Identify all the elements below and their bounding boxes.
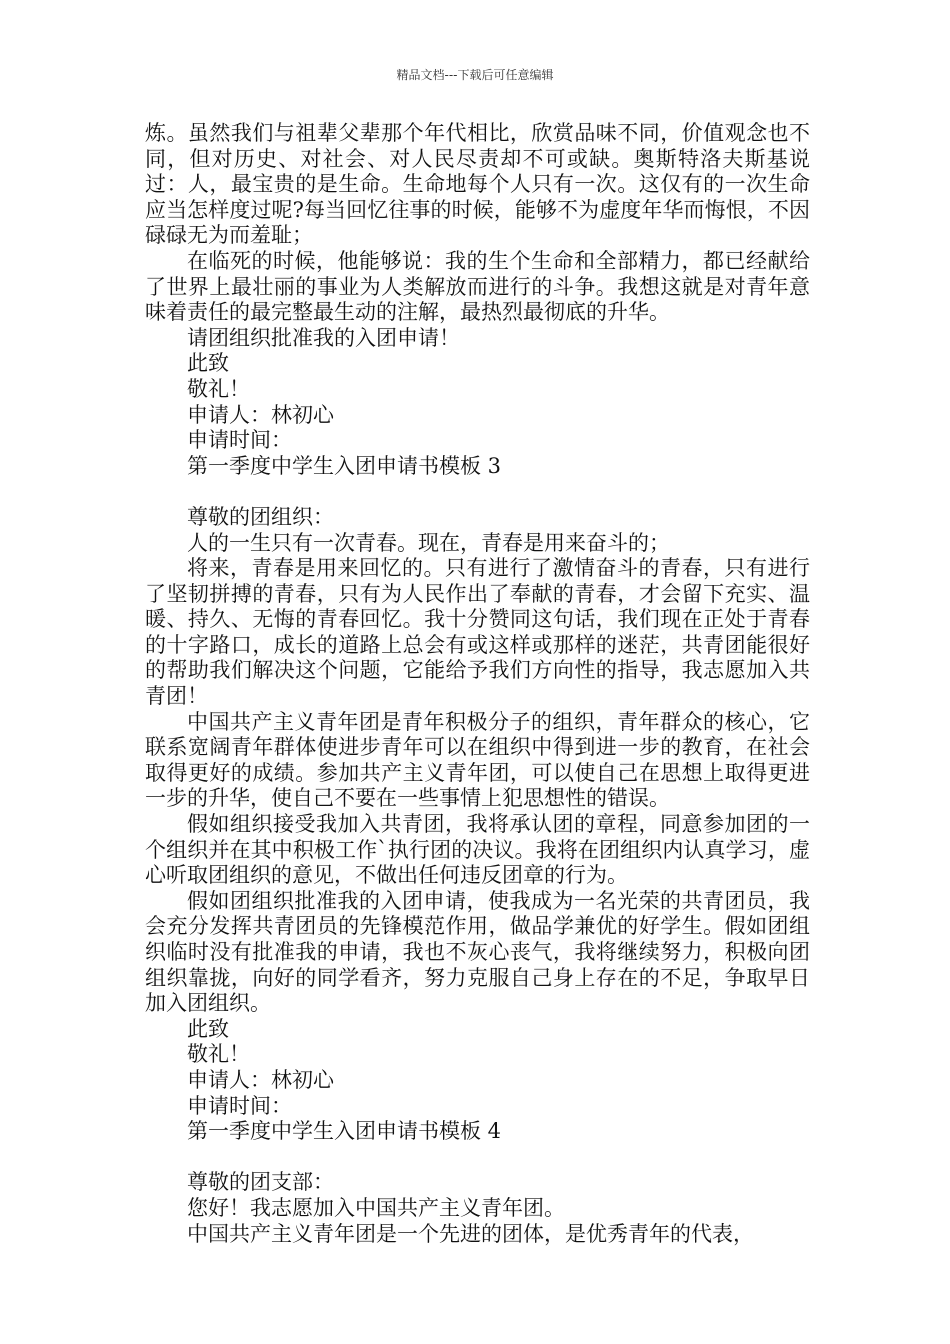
paragraph: 申请人：林初心 — [187, 402, 334, 427]
paragraph: 申请时间： — [187, 428, 292, 453]
paragraph: 第一季度中学生入团申请书模板 4 — [187, 1119, 502, 1144]
paragraph: 申请时间： — [187, 1093, 292, 1118]
paragraph: 第一季度中学生入团申请书模板 3 — [187, 453, 502, 478]
paragraph: 敬礼！ — [187, 1042, 250, 1067]
document-body — [145, 121, 810, 1247]
paragraph: 在临死的时候，他能够说：我的生个生命和全部精力，都已经献给了世界上最壮丽的事业为人类解放而进行的斗争。我想这就是对青年意味着责任的最完整最生动的注解，最热烈最彻底的升华。 — [145, 248, 810, 325]
paragraph: 尊敬的团组织： — [187, 504, 334, 529]
paragraph: 尊敬的团支部： — [187, 1170, 334, 1195]
paragraph: 请团组织批准我的入团申请！ — [187, 325, 460, 350]
paragraph: 人的一生只有一次青春。现在，青春是用来奋斗的； — [187, 530, 670, 555]
blank-line — [145, 1145, 810, 1171]
paragraph: 此致 — [187, 1016, 229, 1041]
paragraph: 将来，青春是用来回忆的。只有进行了激情奋斗的青春，只有进行了坚韧拼搏的青春，只有为人民作出了奉献的青春，才会留下充实、温暖、持久、无悔的青春回忆。我十分赞同这句话，我们现在正处于青春的十字路口，成长的道路上总会有或这样或那样的迷茫，共青团能很好的帮助我们解决这个问题，它能给予我们方向性的指导，我志愿加入共青团！ — [145, 556, 810, 709]
paragraph: 假如组织接受我加入共青团，我将承认团的章程，同意参加团的一个组织并在其中积极工作`执行团的决议。我将在团组织内认真学习，虚心听取团组织的意见，不做出任何违反团章的行为。 — [145, 812, 810, 888]
paragraph: 此致 — [187, 351, 229, 376]
blank-line — [145, 479, 810, 505]
paragraph: 申请人：林初心 — [187, 1067, 334, 1092]
paragraph: 敬礼！ — [187, 376, 250, 401]
paragraph: 中国共产主义青年团是青年积极分子的组织，青年群众的核心，它联系宽阔青年群体使进步青年可以在组织中得到进一步的教育，在社会取得更好的成绩。参加共产主义青年团，可以使自己在思想上取得更进一步的升华，使自己不要在一些事情上犯思想性的错误。 — [145, 709, 810, 811]
paragraph: 您好！我志愿加入中国共产主义青年团。 — [187, 1195, 565, 1220]
page-header: 精品文档---下载后可任意编辑 — [396, 68, 554, 82]
paragraph: 炼。虽然我们与祖辈父辈那个年代相比，欣赏品味不同，价值观念也不同，但对历史、对社会、对人民尽责却不可或缺。奥斯特洛夫斯基说过：人，最宝贵的是生命。生命地每个人只有一次。这仅有的一次生命应当怎样度过呢?每当回忆往事的时候，能够不为虚度年华而悔恨，不因碌碌无为而羞耻； — [145, 121, 810, 248]
paragraph: 假如团组织批准我的入团申请，使我成为一名光荣的共青团员，我会充分发挥共青团员的先锋模范作用，做品学兼优的好学生。假如团组织临时没有批准我的申请，我也不灰心丧气，我将继续努力，积极向团组织靠拢，向好的同学看齐，努力克服自己身上存在的不足，争取早日加入团组织。 — [145, 888, 810, 1016]
paragraph: 中国共产主义青年团是一个先进的团体，是优秀青年的代表， — [187, 1221, 754, 1246]
